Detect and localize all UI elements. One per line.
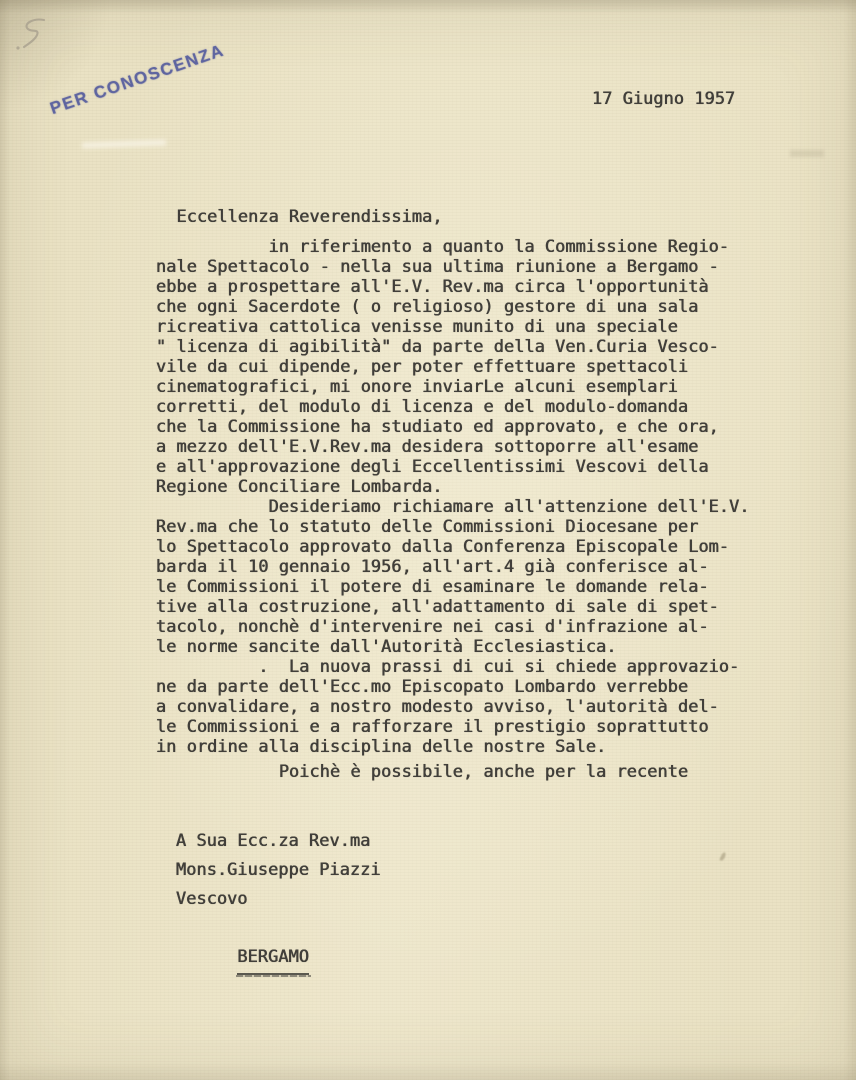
letter-line: in riferimento a quanto la Commissione Regio- [156,237,730,257]
paragraph-3 [156,657,750,757]
letter-line: tive alla costruzione, all'adattamento di sale di spet- [156,597,719,617]
paper-streak [82,140,166,149]
letter-line: a convalidare, a nostro modesto avviso, l'autorità del- [156,697,719,717]
recipient-honorific: A Sua Ecc.za Rev.ma [176,831,371,851]
letter-line: " licenza di agibilità" da parte della Ven.Curia Vesco- [156,337,719,357]
letter-line: cinematografici, mi onore inviarLe alcuni esemplari [156,377,678,397]
letter-line: nale Spettacolo - nella sua ultima riunione a Bergamo - [156,257,719,277]
recipient-block [176,827,381,1004]
salutation: Eccellenza Reverendissima, [156,207,443,227]
paragraph-2 [156,497,750,657]
paper-smudge [790,150,824,157]
letter-line: che la Commissione ha studiato ed approvato, e che ora, [156,417,719,437]
letter-line: ne da parte dell'Ecc.mo Episcopato Lombardo verrebbe [156,677,689,697]
letter-line: che ogni Sacerdote ( o religioso) gestore di una sala [156,297,699,317]
letter-line: corretti, del modulo di licenza e del modulo-domanda [156,397,689,417]
letter-date: 17 Giugno 1957 [592,89,736,109]
letter-line: Rev.ma che lo statuto delle Commissioni Diocesane per [156,517,699,537]
recipient-city-line [176,914,381,1004]
paragraph-1 [156,237,750,497]
letter-body [156,207,750,782]
letter-line: e all'approvazione degli Eccellentissimi Vescovi della [156,457,709,477]
letter-line: barda il 10 gennaio 1956, all'art.4 già conferisce al- [156,557,709,577]
recipient-city: BERGAMO [237,943,309,975]
letter-line: in ordine alla disciplina delle nostre Sale. [156,737,607,757]
letter-line: le Commissioni il potere di esaminare le domande rela- [156,577,709,597]
recipient-name: Mons.Giuseppe Piazzi [176,860,381,880]
letter-line: ricreativa cattolica venisse munito di una speciale [156,317,678,337]
letter-line: Regione Conciliare Lombarda. [156,477,443,497]
letter-line: a mezzo dell'E.V.Rev.ma desidera sottoporre all'esame [156,437,699,457]
pencil-mark [10,14,54,58]
letter-line: ebbe a prospettare all'E.V. Rev.ma circa l'opportunità [156,277,709,297]
letter-line: tacolo, nonchè d'intervenire nei casi d'infrazione al- [156,617,709,637]
recipient-title: Vescovo [176,889,248,909]
letter-line: le norme sancite dall'Autorità Ecclesiastica. [156,637,617,657]
letter-line: lo Spettacolo approvato dalla Conferenza Episcopale Lom- [156,537,730,557]
closing-line: Poichè è possibile, anche per la recente [156,762,689,782]
letter-line: le Commissioni e a rafforzare il prestigio soprattutto [156,717,709,737]
letter-line: vile da cui dipende, per poter effettuare spettacoli [156,357,689,377]
paper-speck [719,852,726,862]
letter-line: . La nuova prassi di cui si chiede approvazio- [156,657,740,677]
per-conoscenza-stamp: PER CONOSCENZA [47,40,227,119]
letter-line: Desideriamo richiamare all'attenzione dell'E.V. [156,497,750,517]
